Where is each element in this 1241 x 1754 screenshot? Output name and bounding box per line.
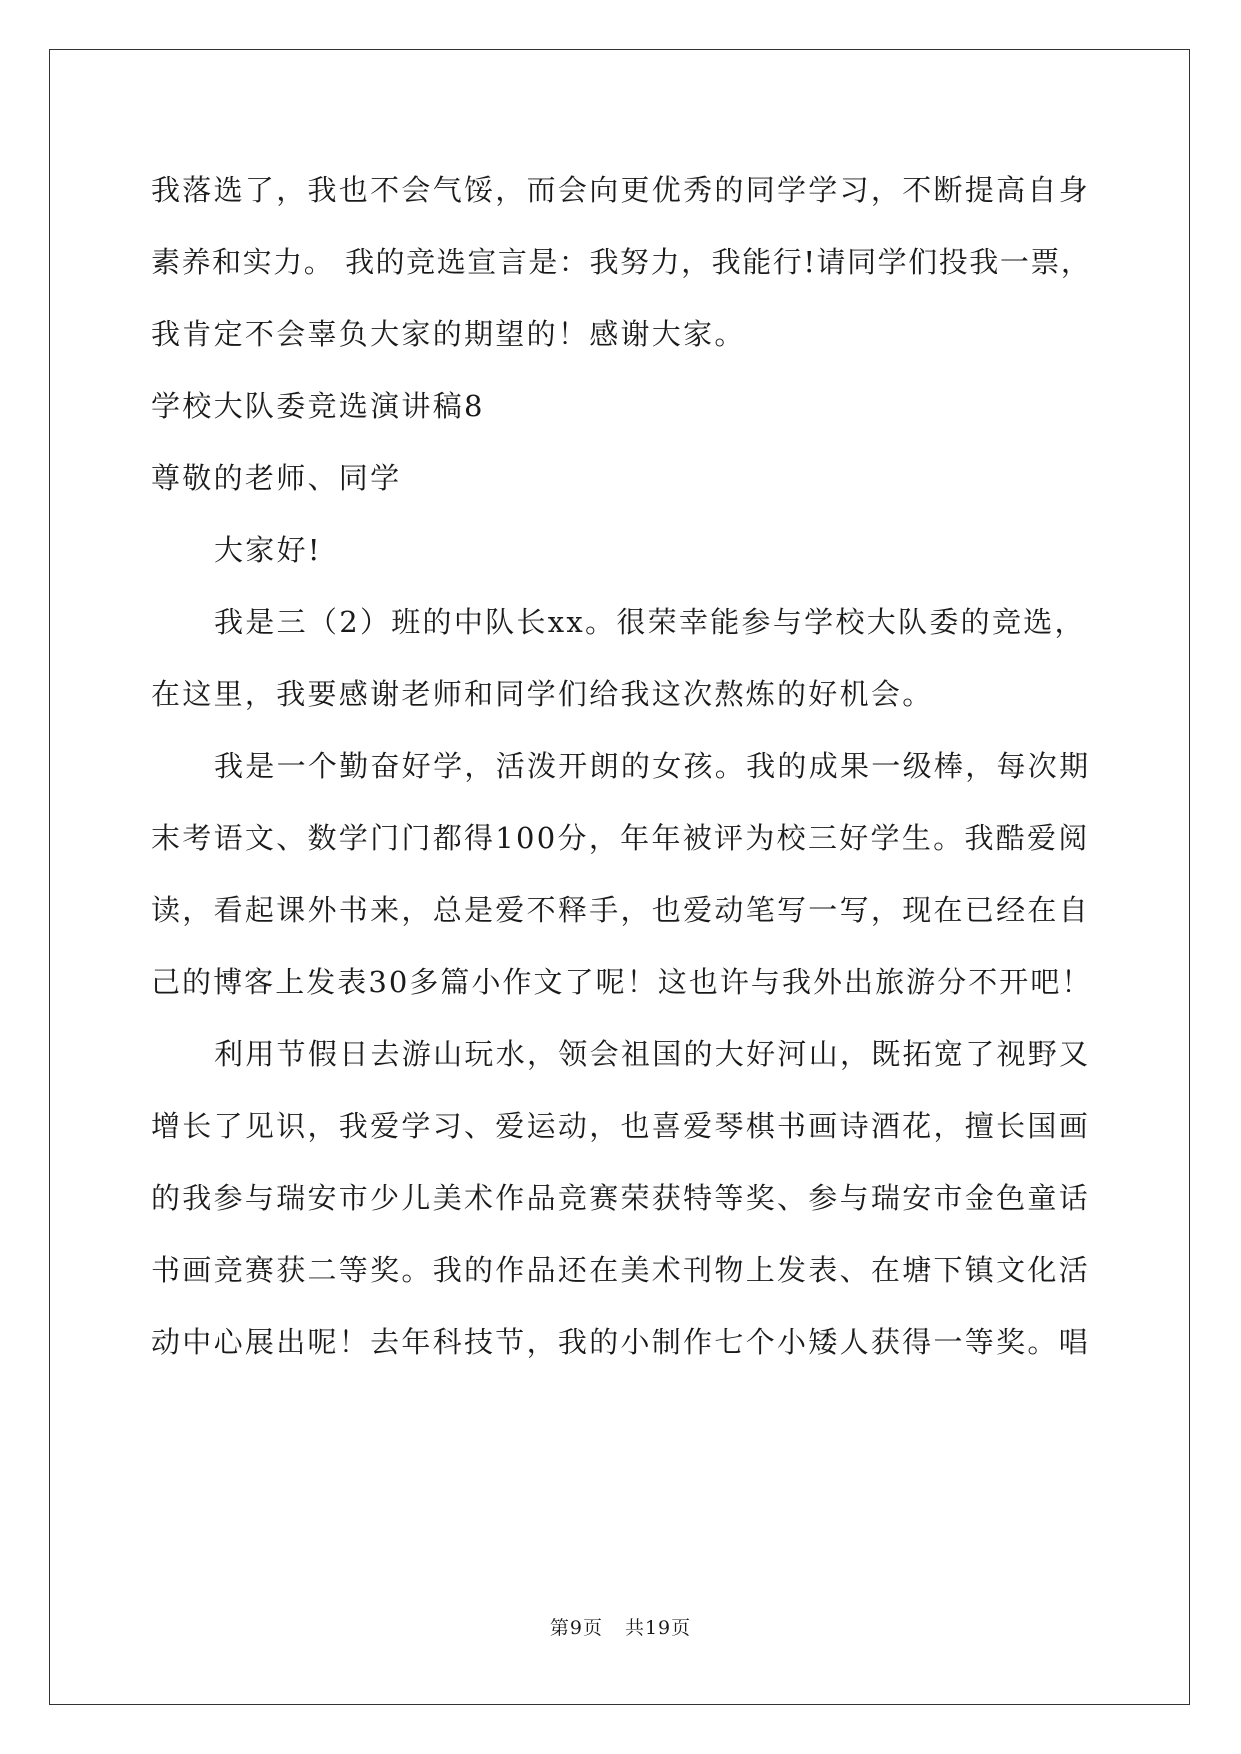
body-line: 书画竞赛获二等奖。我的作品还在美术刊物上发表、在塘下镇文化活 [151, 1253, 1091, 1287]
body-line: 读，看起课外书来，总是爱不释手，也爱动笔写一写，现在已经在自 [151, 893, 1091, 927]
page-footer [0, 1614, 1241, 1642]
paragraph-first-line: 我是一个勤奋好学，活泼开朗的女孩。我的成果一级棒，每次期 [214, 749, 1091, 783]
page-number: 第9页 [549, 1617, 603, 1639]
greeting: 大家好! [214, 533, 322, 567]
body-line: 我肯定不会辜负大家的期望的！感谢大家。 [151, 317, 746, 351]
section-heading: 学校大队委竞选演讲稿8 [151, 389, 485, 423]
body-line: 在这里，我要感谢老师和同学们给我这次熬炼的好机会。 [151, 677, 934, 711]
body-line: 增长了见识，我爱学习、爱运动，也喜爱琴棋书画诗酒花，擅长国画 [151, 1109, 1091, 1143]
paragraph-first-line: 我是三（2）班的中队长xx。很荣幸能参与学校大队委的竞选， [214, 605, 1086, 639]
body-line: 素养和实力。 我的竞选宣言是：我努力，我能行!请同学们投我一票， [151, 245, 1092, 279]
body-line: 末考语文、数学门门都得100分，年年被评为校三好学生。我酷爱阅 [151, 821, 1090, 855]
body-line: 的我参与瑞安市少儿美术作品竞赛荣获特等奖、参与瑞安市金色童话 [151, 1181, 1091, 1215]
body-line: 我落选了，我也不会气馁，而会向更优秀的同学学习，不断提高自身 [151, 173, 1091, 207]
page-border [49, 49, 1190, 1705]
paragraph-first-line: 利用节假日去游山玩水，领会祖国的大好河山，既拓宽了视野又 [214, 1037, 1091, 1071]
body-line: 动中心展出呢！去年科技节，我的小制作七个小矮人获得一等奖。唱 [151, 1325, 1091, 1359]
salutation: 尊敬的老师、同学 [151, 461, 402, 495]
page-total: 共19页 [624, 1617, 692, 1639]
body-line: 己的博客上发表30多篇小作文了呢！这也许与我外出旅游分不开吧！ [151, 965, 1093, 999]
